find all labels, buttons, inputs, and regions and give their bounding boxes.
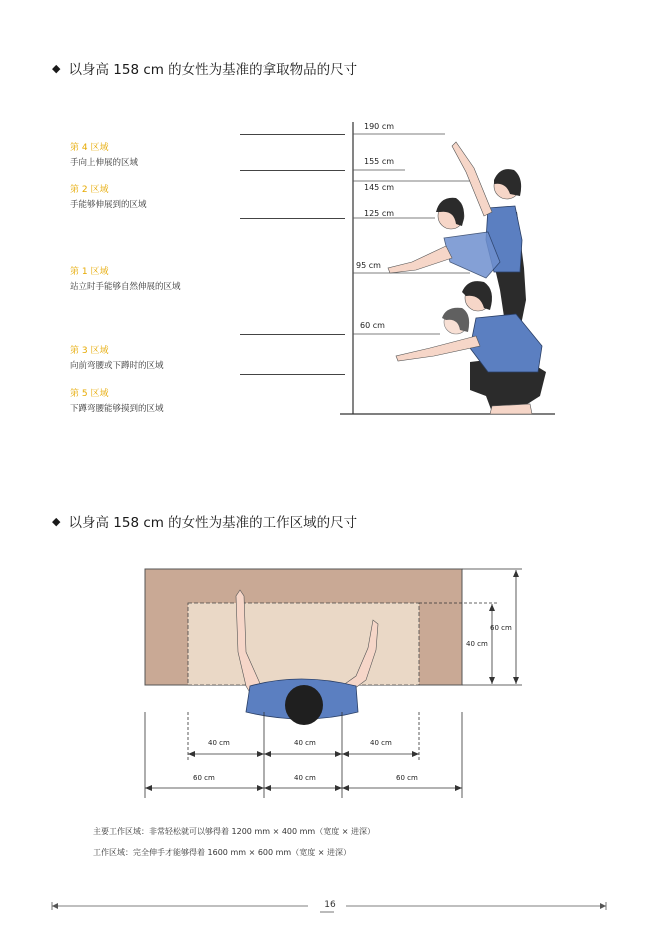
zone2-desc: 手能够伸展到的区域 bbox=[70, 200, 147, 210]
height-label-190: 190 cm bbox=[364, 122, 395, 131]
row2-right-label: 60 cm bbox=[396, 774, 418, 782]
diamond-bullet-icon: ◆ bbox=[52, 514, 61, 528]
caption-work-area: 工作区域：完全伸手才能够得着 1600 mm × 600 mm（宽度 × 进深） bbox=[93, 848, 352, 857]
depth-inner-label: 40 cm bbox=[466, 640, 488, 648]
height-label-95: 95 cm bbox=[356, 261, 381, 270]
zone3-desc: 向前弯腰或下蹲时的区域 bbox=[70, 361, 164, 371]
zone5-desc: 下蹲弯腰能够摸到的区域 bbox=[70, 404, 164, 414]
zone2-title: 第 2 区域 bbox=[70, 185, 109, 195]
height-label-60: 60 cm bbox=[360, 321, 385, 330]
section2-title-text: 以身高 158 cm 的女性为基准的工作区域的尺寸 bbox=[68, 515, 358, 531]
row2-left-label: 60 cm bbox=[193, 774, 215, 782]
row2-mid-label: 40 cm bbox=[294, 774, 316, 782]
row1-mid-label: 40 cm bbox=[294, 739, 316, 747]
page-number: 16 bbox=[324, 900, 336, 910]
bending-low-woman-figure bbox=[442, 308, 469, 334]
height-label-155: 155 cm bbox=[364, 157, 395, 166]
depth-outer-label: 60 cm bbox=[490, 624, 512, 632]
zone1-desc: 站立时手能够自然伸展的区域 bbox=[70, 282, 181, 292]
section2-title bbox=[52, 511, 357, 531]
zone4-title: 第 4 区域 bbox=[70, 143, 109, 153]
zone3-title: 第 3 区域 bbox=[70, 346, 109, 356]
diamond-bullet-icon: ◆ bbox=[52, 61, 61, 75]
section1-title-text: 以身高 158 cm 的女性为基准的拿取物品的尺寸 bbox=[68, 62, 358, 78]
row1-right-label: 40 cm bbox=[370, 739, 392, 747]
caption-main-work-area: 主要工作区域：非常轻松就可以够得着 1200 mm × 400 mm（宽度 × 进深） bbox=[93, 827, 376, 836]
zone1-title: 第 1 区域 bbox=[70, 267, 109, 277]
height-label-125: 125 cm bbox=[364, 209, 395, 218]
zone5-title: 第 5 区域 bbox=[70, 389, 109, 399]
height-label-145: 145 cm bbox=[364, 183, 395, 192]
row1-left-label: 40 cm bbox=[208, 739, 230, 747]
zone4-desc: 手向上伸展的区域 bbox=[70, 158, 139, 168]
